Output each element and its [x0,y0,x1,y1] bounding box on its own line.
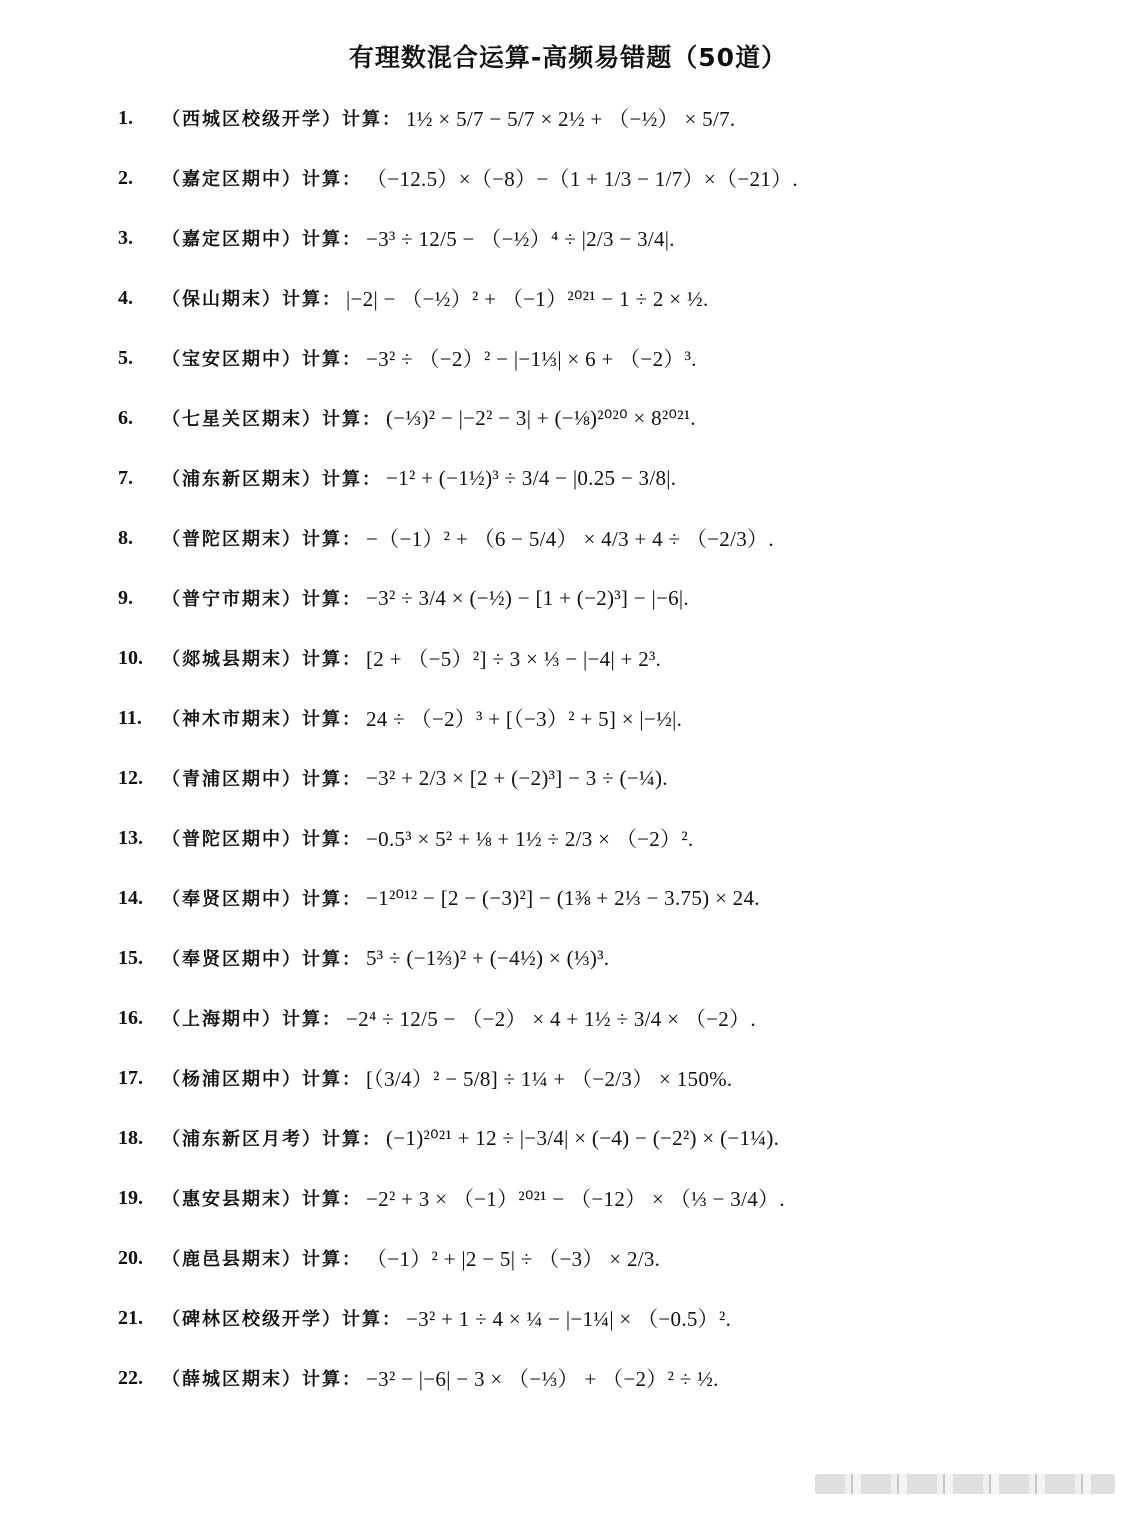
calc-label: 计算： [302,349,362,370]
problem-number: 1. [118,106,133,129]
problem-source: （七星关区期末） [162,409,322,430]
problem-number: 14. [118,886,143,909]
problem-item [118,568,1108,628]
problem-expression: −3² + 2/3 × [2 + (−2)³] − 3 ÷ (−¼). [366,765,668,790]
problem-expression: −3² + 1 ÷ 4 × ¼ − |−1¼| × （−0.5）². [406,1307,732,1331]
problem-number: 21. [118,1306,143,1329]
problem-expression: (−1)²⁰²¹ + 12 ÷ |−3/4| × (−4) − (−2²) × (−1¼). [386,1125,780,1150]
problem-expression: −3³ ÷ 12/5 − （−½）⁴ ÷ |2/3 − 3/4|. [366,227,675,251]
calc-label: 计算： [302,169,362,190]
calc-label: 计算： [302,829,362,850]
problem-source: （碑林区校级开学） [162,1309,342,1330]
problem-item [118,1348,1108,1408]
problem-expression: (−⅓)² − |−2² − 3| + (−⅛)²⁰²⁰ × 8²⁰²¹. [386,405,696,430]
problem-expression: （−1）² + |2 − 5| ÷ （−3） × 2/3. [366,1247,661,1271]
problem-number: 12. [118,766,143,789]
problem-number: 10. [118,646,143,669]
problem-number: 3. [118,226,133,249]
calc-label: 计算： [302,1249,362,1270]
calc-label: 计算： [302,1369,362,1390]
problem-expression: −1² + (−1½)³ ÷ 3/4 − |0.25 − 3/8|. [386,465,677,490]
calc-label: 计算： [302,769,362,790]
problem-number: 2. [118,166,133,189]
problem-number: 6. [118,406,133,429]
problem-number: 4. [118,286,133,309]
problem-expression: |−2| − （−½）² + （−1）²⁰²¹ − 1 ÷ 2 × ½. [346,287,709,311]
problem-source: （鹿邑县期末） [162,1249,302,1270]
problem-number: 15. [118,946,143,969]
problem-source: （青浦区期中） [162,769,302,790]
problem-source: （西城区校级开学） [162,109,342,130]
problem-expression: −0.5³ × 5² + ⅛ + 1½ ÷ 2/3 × （−2）². [366,827,694,851]
problem-number: 17. [118,1066,143,1089]
problem-source: （薛城区期末） [162,1369,302,1390]
calc-label: 计算： [322,1129,382,1150]
calc-label: 计算： [302,949,362,970]
problem-expression: 24 ÷ （−2）³ + [（−3）² + 5] × |−½|. [366,707,683,731]
problem-source: （郯城县期末） [162,649,302,670]
calc-label: 计算： [302,229,362,250]
problem-expression: −3² ÷ 3/4 × (−½) − [1 + (−2)³] − |−6|. [366,585,689,610]
problem-number: 8. [118,526,133,549]
calc-label: 计算： [342,109,402,130]
problem-source: （嘉定区期中） [162,169,302,190]
problem-number: 16. [118,1006,143,1029]
problem-item [118,748,1108,808]
problem-item [118,208,1108,268]
problem-list [118,88,1108,1408]
problem-item [118,508,1108,568]
problem-item [118,1048,1108,1108]
calc-label: 计算： [302,1069,362,1090]
problem-item [118,808,1108,868]
problem-item [118,1288,1108,1348]
problem-source: （奉贤区期中） [162,889,302,910]
problem-source: （普陀区期末） [162,529,302,550]
calc-label: 计算： [322,469,382,490]
calc-label: 计算： [302,529,362,550]
problem-item [118,1168,1108,1228]
problem-item [118,628,1108,688]
calc-label: 计算： [302,589,362,610]
problem-source: （上海期中） [162,1009,282,1030]
problem-expression: −2⁴ ÷ 12/5 − （−2） × 4 + 1½ ÷ 3/4 × （−2）. [346,1007,756,1031]
problem-number: 7. [118,466,133,489]
problem-expression: [（3/4）² − 5/8] ÷ 1¼ + （−2/3） × 150%. [366,1067,733,1091]
calc-label: 计算： [302,1189,362,1210]
problem-source: （普宁市期末） [162,589,302,610]
problem-source: （惠安县期末） [162,1189,302,1210]
problem-expression: 1½ × 5/7 − 5/7 × 2½ + （−½） × 5/7. [406,107,736,131]
problem-item [118,1108,1108,1168]
problem-source: （嘉定区期中） [162,229,302,250]
problem-item [118,988,1108,1048]
problem-number: 9. [118,586,133,609]
page-title: 有理数混合运算-高频易错题（50道） [348,43,788,72]
problem-item [118,688,1108,748]
problem-source: （浦东新区月考） [162,1129,322,1150]
problem-source: （奉贤区期中） [162,949,302,970]
problem-item [118,928,1108,988]
problem-expression: −2² + 3 × （−1）²⁰²¹ − （−12） × （⅓ − 3/4）. [366,1187,785,1211]
problem-number: 22. [118,1366,143,1389]
problem-source: （浦东新区期末） [162,469,322,490]
problem-source: （杨浦区期中） [162,1069,302,1090]
problem-number: 20. [118,1246,143,1269]
problem-source: （保山期末） [162,289,282,310]
problem-source: （普陀区期中） [162,829,302,850]
problem-item [118,1228,1108,1288]
problem-number: 11. [118,706,142,729]
problem-number: 13. [118,826,143,849]
problem-item [118,268,1108,328]
scan-artifact-bar [815,1474,1115,1494]
problem-expression: （−12.5）×（−8）−（1 + 1/3 − 1/7）×（−21）. [366,167,798,191]
problem-number: 19. [118,1186,143,1209]
problem-expression: −（−1）² + （6 − 5/4） × 4/3 + 4 ÷ （−2/3）. [366,527,774,551]
problem-number: 18. [118,1126,143,1149]
calc-label: 计算： [302,709,362,730]
calc-label: 计算： [302,889,362,910]
calc-label: 计算： [282,1009,342,1030]
problem-item [118,148,1108,208]
problem-source: （宝安区期中） [162,349,302,370]
problem-expression: [2 + （−5）²] ÷ 3 × ⅓ − |−4| + 2³. [366,647,662,671]
problem-item [118,868,1108,928]
problem-item [118,388,1108,448]
problem-item [118,328,1108,388]
problem-source: （神木市期末） [162,709,302,730]
problem-item [118,448,1108,508]
calc-label: 计算： [282,289,342,310]
calc-label: 计算： [302,649,362,670]
problem-item [118,88,1108,148]
problem-expression: −3² − |−6| − 3 × （−⅓） + （−2）² ÷ ½. [366,1367,719,1391]
calc-label: 计算： [322,409,382,430]
problem-expression: 5³ ÷ (−1⅔)² + (−4½) × (⅓)³. [366,945,610,970]
problem-expression: −3² ÷ （−2）² − |−1⅓| × 6 + （−2）³. [366,347,697,371]
problem-expression: −1²⁰¹² − [2 − (−3)²] − (1⅜ + 2⅓ − 3.75) × 24. [366,885,760,910]
calc-label: 计算： [342,1309,402,1330]
problem-number: 5. [118,346,133,369]
